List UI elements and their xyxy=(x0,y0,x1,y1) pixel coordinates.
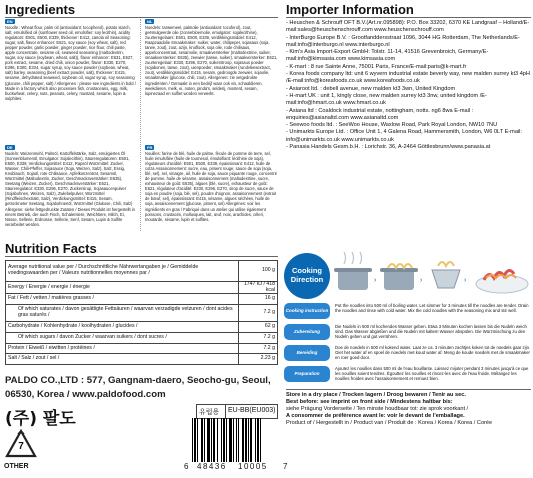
nutrition-row xyxy=(6,321,278,332)
cooking-step-label-en: Cooking instruction xyxy=(284,303,330,319)
cooking-step-label-de: Zubereitung xyxy=(284,324,330,340)
barcode-digit-last: 7 xyxy=(283,462,288,471)
nutrition-row xyxy=(6,332,278,343)
importer-line: - Seewoo foods ltd. : SeeWoo House, Waxlow Road, Park Royal London, NW10 7NU xyxy=(286,122,498,129)
nutrition-label: Fat / Fett / vetten / matières grasses / xyxy=(6,294,239,305)
cooking-badge-line1: Cooking xyxy=(292,266,322,275)
storage-line: Product of / Hergestellt in / Product van / Produit de : Korea / Korea / Korea / Corée xyxy=(286,420,493,427)
cooking-direction-badge xyxy=(284,253,330,299)
nutrition-label: Energy / Energie / energie / énergie xyxy=(6,282,239,294)
barcode-bar xyxy=(213,418,215,462)
storage-line: Store in a dry place / Trocken lagern / Droog bewaren / Tenir au sec. xyxy=(286,392,466,398)
nutrition-row xyxy=(6,282,278,294)
barcode-bar xyxy=(250,418,252,462)
importer-line: - Asiaroot ltd. : debell avenue, new malden kt3 3wn, United Kingdom xyxy=(286,85,456,92)
nutrition-label: Of which saturates / davon gesättigte Fettsäuren / waarvan verzadigde vetzuren / dont acides gras saturés / xyxy=(6,304,239,321)
storage-line: siehe Prägung Vorderseite / Ten minste houdbaar tot: zie sprok voorkant / xyxy=(286,406,469,413)
nutrition-header-label: Average nutritional value per / Durchschnittliche Nährwertangaben je / Gemiddelde voedingswaarden per / Valeurs nutritionnelles moyennes par / xyxy=(6,261,239,282)
barcode-bar xyxy=(221,418,222,462)
barcode-bar xyxy=(217,418,218,462)
ingredients-title: Ingredients xyxy=(5,2,76,17)
eu-marking-code: EU-BB(EU003) xyxy=(228,407,276,414)
barcode xyxy=(192,418,282,462)
nutrition-row xyxy=(6,343,278,354)
lang-badge-nl: NL xyxy=(147,19,153,24)
ingredients-block-de xyxy=(5,145,136,233)
cooking-step-text-nl: Doe de noedels in 500 ml kokend water. Laat ze ca. 3 minuten zachtjes koken tot de noedels gaar zijn. Giet het water af en spoel de noedels met koud water af. Meng de koude noedels met de smaakmaker en roer goed door. xyxy=(335,345,531,361)
storage-line: A consommer de préférence avant le: voir le devant de l'emballage. xyxy=(286,413,465,420)
recycle-label: OTHER xyxy=(4,463,29,470)
cooking-illustration xyxy=(334,248,532,300)
importer-line: - Panasia Handels Gesm.b.H. : Lorichstr. 36, A-2464 Göttlesbrunn/www.panasia.at xyxy=(286,144,491,151)
nutrition-value: 7.2 g xyxy=(239,343,278,354)
nutrition-title: Nutrition Facts xyxy=(5,241,97,256)
ingredients-block-fr xyxy=(145,145,278,233)
importer-line: - K-mart : 8 rue Sainte Anne, 75001 Paris, France/E-mail:paris@k-mart.fr xyxy=(286,63,467,70)
company-address-line1: PALDO CO.,LTD : 577, Gangnam-daero, Seocho-gu, Seoul, xyxy=(5,375,271,386)
importer-title: Importer Information xyxy=(286,2,414,17)
ingredients-divider xyxy=(140,19,141,231)
importer-line: - Korea foods company ltd: unit 6 wyvern industrial estate beverly way, new malden surrey kt3 4pH /E-mail:info@koreafoods.co.uk www.koreafoods.co.uk xyxy=(286,71,530,85)
barcode-bar xyxy=(194,418,196,462)
barcode-bars xyxy=(192,418,282,462)
nutrition-header-row xyxy=(6,261,278,282)
lang-badge-en: EN xyxy=(7,19,13,24)
barcode-bar xyxy=(204,418,205,462)
importer-line: - Kim's Asia Import-Export GmbH: Tolstr. 11-14, 41516 Grevenbroich, Germany/E-mail:info@kimsasia.com www.kimsasia.com xyxy=(286,49,489,63)
cooking-step-label-fr: Preparation xyxy=(284,366,330,382)
barcode-bar xyxy=(211,418,212,462)
importer-line: - H-mart UK : unit 1, kingly close, new malden surrey kt3 3nw, united kingdom /E-mail:info@hmart.co.uk www.hmart.co.uk xyxy=(286,92,487,107)
barcode-bar xyxy=(192,418,193,462)
barcode-bar xyxy=(260,418,261,462)
barcode-bar xyxy=(242,418,244,462)
importer-title-rule xyxy=(286,17,531,18)
barcode-bar xyxy=(201,418,203,462)
importer-list xyxy=(286,20,531,234)
importer-line: - Heuschen & Schrouff OFT B.V.(Art.nr.095898): P.O. Box 33202, 6370 KE Landgraaf – Holland/E-mail:sales@heuschenschrouff.com www.heuschenschrouff.com xyxy=(286,20,530,34)
company-korean-name: (주) 팔도 xyxy=(5,409,76,429)
svg-text:›: › xyxy=(374,277,377,284)
cooking-step-text-en: Put the noodles into 500 ml of boiling water. Let simmer for 3 minutes till the noodles are tender. Drain the noodles and rinse with cold water. Mix the cold noodles with the seasoning mix and stir well. xyxy=(335,303,529,314)
cooking-step-text-de: Die Nudeln in 500 ml kochendes Wasser geben. Etwa 3 Minuten kochen lassen bis die Nudeln weich sind. Das Wasser abgießen und die Nudeln mit kaltem Wasser abspülen. Die Würzmischung zu den Nudeln geben und gut verrühren. xyxy=(335,324,527,340)
nutrition-value: 7.2 g xyxy=(239,304,278,321)
nutrition-value: 1747 kJ / 418 kcal xyxy=(239,282,278,294)
nutrition-title-rule xyxy=(5,256,278,257)
nutrition-table xyxy=(5,260,278,365)
nutrition-label: Of which sugars / davon Zucker / waarvan suikers / dont sucres / xyxy=(6,332,239,343)
ingredients-block-nl xyxy=(145,19,278,142)
nutrition-row xyxy=(6,304,278,321)
svg-text:›: › xyxy=(420,277,423,284)
barcode-bar xyxy=(233,418,234,462)
ingredients-text-de: Nudeln: Weizenmehl, Palmöl, Kartoffelstärke, Salz, emulgiertes Öl (Sonnenblumenöl, Emulgator: Sojalecithin), Säureregulatoren: E501, E500, E339, Verdickungsmittel: E412, Rapsöl Würzmittel: Zucker, Wasser, Chili-Pfeffer, Sojasauce (Soja, Weizen, Salz), Salz, Essig, Knoblauch, Sojaöl, rote Chilisauce, Apfelkonzentrat, Sesamöl, Würzmittel (Maltodextrin, Zucker, Geschmacksverstärker: E635), Seetang (Weizen, Zucker), Geschmacksverstärker: E621, Säureregulator: E330, E296, E270, Zuckersirup, Sojasaucenpulver (Sojabohnen, Weizen, Salz), Zwiebelpulver, Würzmittel (Rindfleischextrakt, Salz), Verdickungsmittel: E415, Sesam, getrockneter Seetang, Sojabohnenöl, Würzmittel (Glukose, Chili, Salz) Allergene: siehe fettgedruckte Zutaten / Dieses Produkt ist hergestellt in einem Betrieb, der auch Fisch, Schalentiere, Weichtiere, Milch, Ei, Nüsse, Sellerie, Erdnüsse, Sellerie, Senf, Sesam, Lupin & Sulfite verarbeitet werden. xyxy=(5,151,135,227)
ingredients-text-fr: Nouilles: farine de blé, huile de palme, fécule de pomme de terre, sel, huile émulsifiée (huile de tournesol, émulsifiant: lécithine de soja), régulateurs d'acidité: E501, E500, E339, épaississant: E412, huile de colza Assaisonnement: sucre, eau, piment rouge, sauce de soja (soja, blé, sel), sel, vinaigre, ail, huile de soja, sauce piquante rouge, concentré de pomme, huile de sésame, assaisonnement (maltodextrine, sucre, exhausteur de goût: E635), algues (blé, sucre), exhausteur de goût: E621, régulateur d'acidité: E330, E296, E270, sirop de sucre, sauce de soja en poudre (soja, blé, sel), poudre d'oignon, assaisonnement (extrait de bœuf, sel), épaississant: E415, sésame, algues séchées, huile de soja, assaisonnement (glucose, piment, sel) Allergènes: voir les ingrédients en gras / Fabriqué dans un atelier qui utilise également poissons, crustacés, mollusques, lait, œuf, noix, arachides, céleri, moutarde, sésame, lupin et sulfites. xyxy=(145,151,277,222)
ingredients-text-en: Noodle : Wheat flour, palm oil (antioxidant: tocopherol), potato starch, salt, emulsified oil (sunflower seed oil, emulsifier: soy lecithin), acidity regulators: E501, E500, E339, thickener: E412, canola oil Seasoning: sugar, salt, flavor enhancer: E621, soy sauce (soy wheat, salt), red pepper powder, garlic powder, ginger powder, rice flour, chili paste, apple concentrate, sesame oil, seaweed seasoning (maltodextrin, sugar, soy sauce (soybean, wheat, salt)), flavor enhancer: E631, E627, pork extract, sesame, dried chili, onion powder, flavor: E330, E270, E296, E300, E334, sugar syrup, soy sauce powder (soybean, wheat, salt) barley, seasoning (beef extract powder, salt), thickener: E415, sesame, dehydrated seaweed, soybean oil, sugar syrup, soy seasoning (glucose, chili pepper, salt) / Allergenes : please see ingredients in bold / Made in a factory which also processes fish, crustaceans, egg, milk, buckwheat, celery, nuts, peanuts, celery, mustard, sesame, lupin & sulphites. xyxy=(5,25,136,101)
cooking-badge-line2: Direction xyxy=(290,275,324,284)
storage-line: Best before: see imprint on front side / Mindestens haltbar bis: xyxy=(286,399,453,406)
eu-marking-label: 유럽용 xyxy=(199,408,220,416)
nutrition-label: Salt / Salz / zout / sel / xyxy=(6,354,239,365)
nutrition-row xyxy=(6,354,278,365)
nutrition-label: Protein / Eiweiß / eiwitten / protéines / xyxy=(6,343,239,354)
eu-marking-box xyxy=(196,404,278,419)
barcode-bar xyxy=(238,418,239,462)
eu-marking-divider xyxy=(225,405,226,418)
nutrition-value: 7.2 g xyxy=(239,332,278,343)
nutrition-value: 62 g xyxy=(239,321,278,332)
company-address-line2: 06530, Korea / www.paldofood.com xyxy=(5,389,166,400)
storage-top-rule xyxy=(286,389,531,390)
nutrition-value: 2.23 g xyxy=(239,354,278,365)
barcode-bar xyxy=(229,418,232,462)
nutrition-label: Carbohydrate / Kohlenhydrate / koolhydraten / glucides / xyxy=(6,321,239,332)
barcode-bar xyxy=(197,418,198,462)
lang-badge-de: DE xyxy=(7,145,13,150)
barcode-bar xyxy=(255,418,256,462)
barcode-bar xyxy=(226,418,227,462)
barcode-digit-group-left: 48436 xyxy=(197,462,227,471)
barcode-bar xyxy=(223,418,225,462)
barcode-bar xyxy=(207,418,210,462)
importer-line: - Asiana ltd : Coaldock industrial estate, nottingham, notts. ng6 8wa E-mail : enquiries@asianaltd.com www.asianaltd.com xyxy=(286,107,474,121)
importer-line: - InterBurgo Europe B.V. : Grootfanddersstraat 1096, 3044 HG Rotterdam, The Netherlands/E-mail:info@interburgo.nl www.interburgo.nl xyxy=(286,34,520,48)
barcode-digit-first: 6 xyxy=(184,462,189,471)
barcode-bar xyxy=(245,418,247,462)
nutrition-row xyxy=(6,294,278,305)
cooking-step-label-nl: Bereiding xyxy=(284,345,330,361)
ingredients-block-en xyxy=(5,19,136,142)
ingredients-title-rule xyxy=(5,17,278,18)
svg-text:›: › xyxy=(464,277,467,284)
importer-line: - Unimarkts Europe Ltd. : Office Unit 1, 4 Galena Road, Hammersmith, London, W6 0LT E-mail: info@unimarkts.co.uk www.unimarkts.co.uk xyxy=(286,129,522,143)
barcode-bar xyxy=(236,418,237,462)
barcode-bar xyxy=(257,418,259,462)
recycle-number: 7 xyxy=(18,441,24,452)
cooking-step-text-fr: Ajoutez les nouilles dans 500 ml de l'eau bouillante. Laissez mijoter pendant 3 minutes jusqu'à ce que les nouilles soient tendres. Égouttez les nouilles et rincez-les avec de l'eau froide. Mélangez les nouilles froides avec l'assaisonnement et remuez bien. xyxy=(335,366,529,382)
storage-info xyxy=(286,392,531,427)
lang-badge-fr: FR xyxy=(147,145,153,150)
nutrition-value: 16 g xyxy=(239,294,278,305)
recycle-icon xyxy=(4,428,38,462)
nutrition-header-value: 100 g xyxy=(239,261,278,282)
ingredients-text-nl: Noedels: tarwemeel, palmolie (antioxidant: tocoferol), zout, geëmulgeerde olie (zonnebloemolie, emulgator: sojalecithine), zuurteregelaars: E501, E500, E339, verdikkingsmiddel: E412, Raapzaadolie Smaakmaker: suiker, water, chilipeper, sojasaus (soja, tarwe, zout), zout, azijn, knoflook, soja olie, rode chilisaus, appelconcentraat, sesamolie, smaakversterker (maltodextrine, suiker, smaakversterker: E635), zeewier (tarwe, suiker), smaakversterker: E621, zuurteregelaar: E330, E296, E270, suikerstroop, sojasaus poeder (sojabonen, tarwe, zout), uienpoeder, smaakmaker (rundvleesextract, zout), verdikkingsmiddel: E415, sesam, gedroogde zeewier, sojaolie, smaakmaker (glucose, chili, zout). Allergenen: zie vetgedrukte ingrediënten / Gemaakt in een bedrijf waar ook vis, schaaldieren, weekdieren, melk, ei, noten, pinda's, selderij, mosterd, sesam, lupinezaad en sulfiet worden verwerkt. xyxy=(145,25,278,96)
barcode-digit-group-right: 10005 xyxy=(238,462,268,471)
barcode-bar xyxy=(248,418,249,462)
